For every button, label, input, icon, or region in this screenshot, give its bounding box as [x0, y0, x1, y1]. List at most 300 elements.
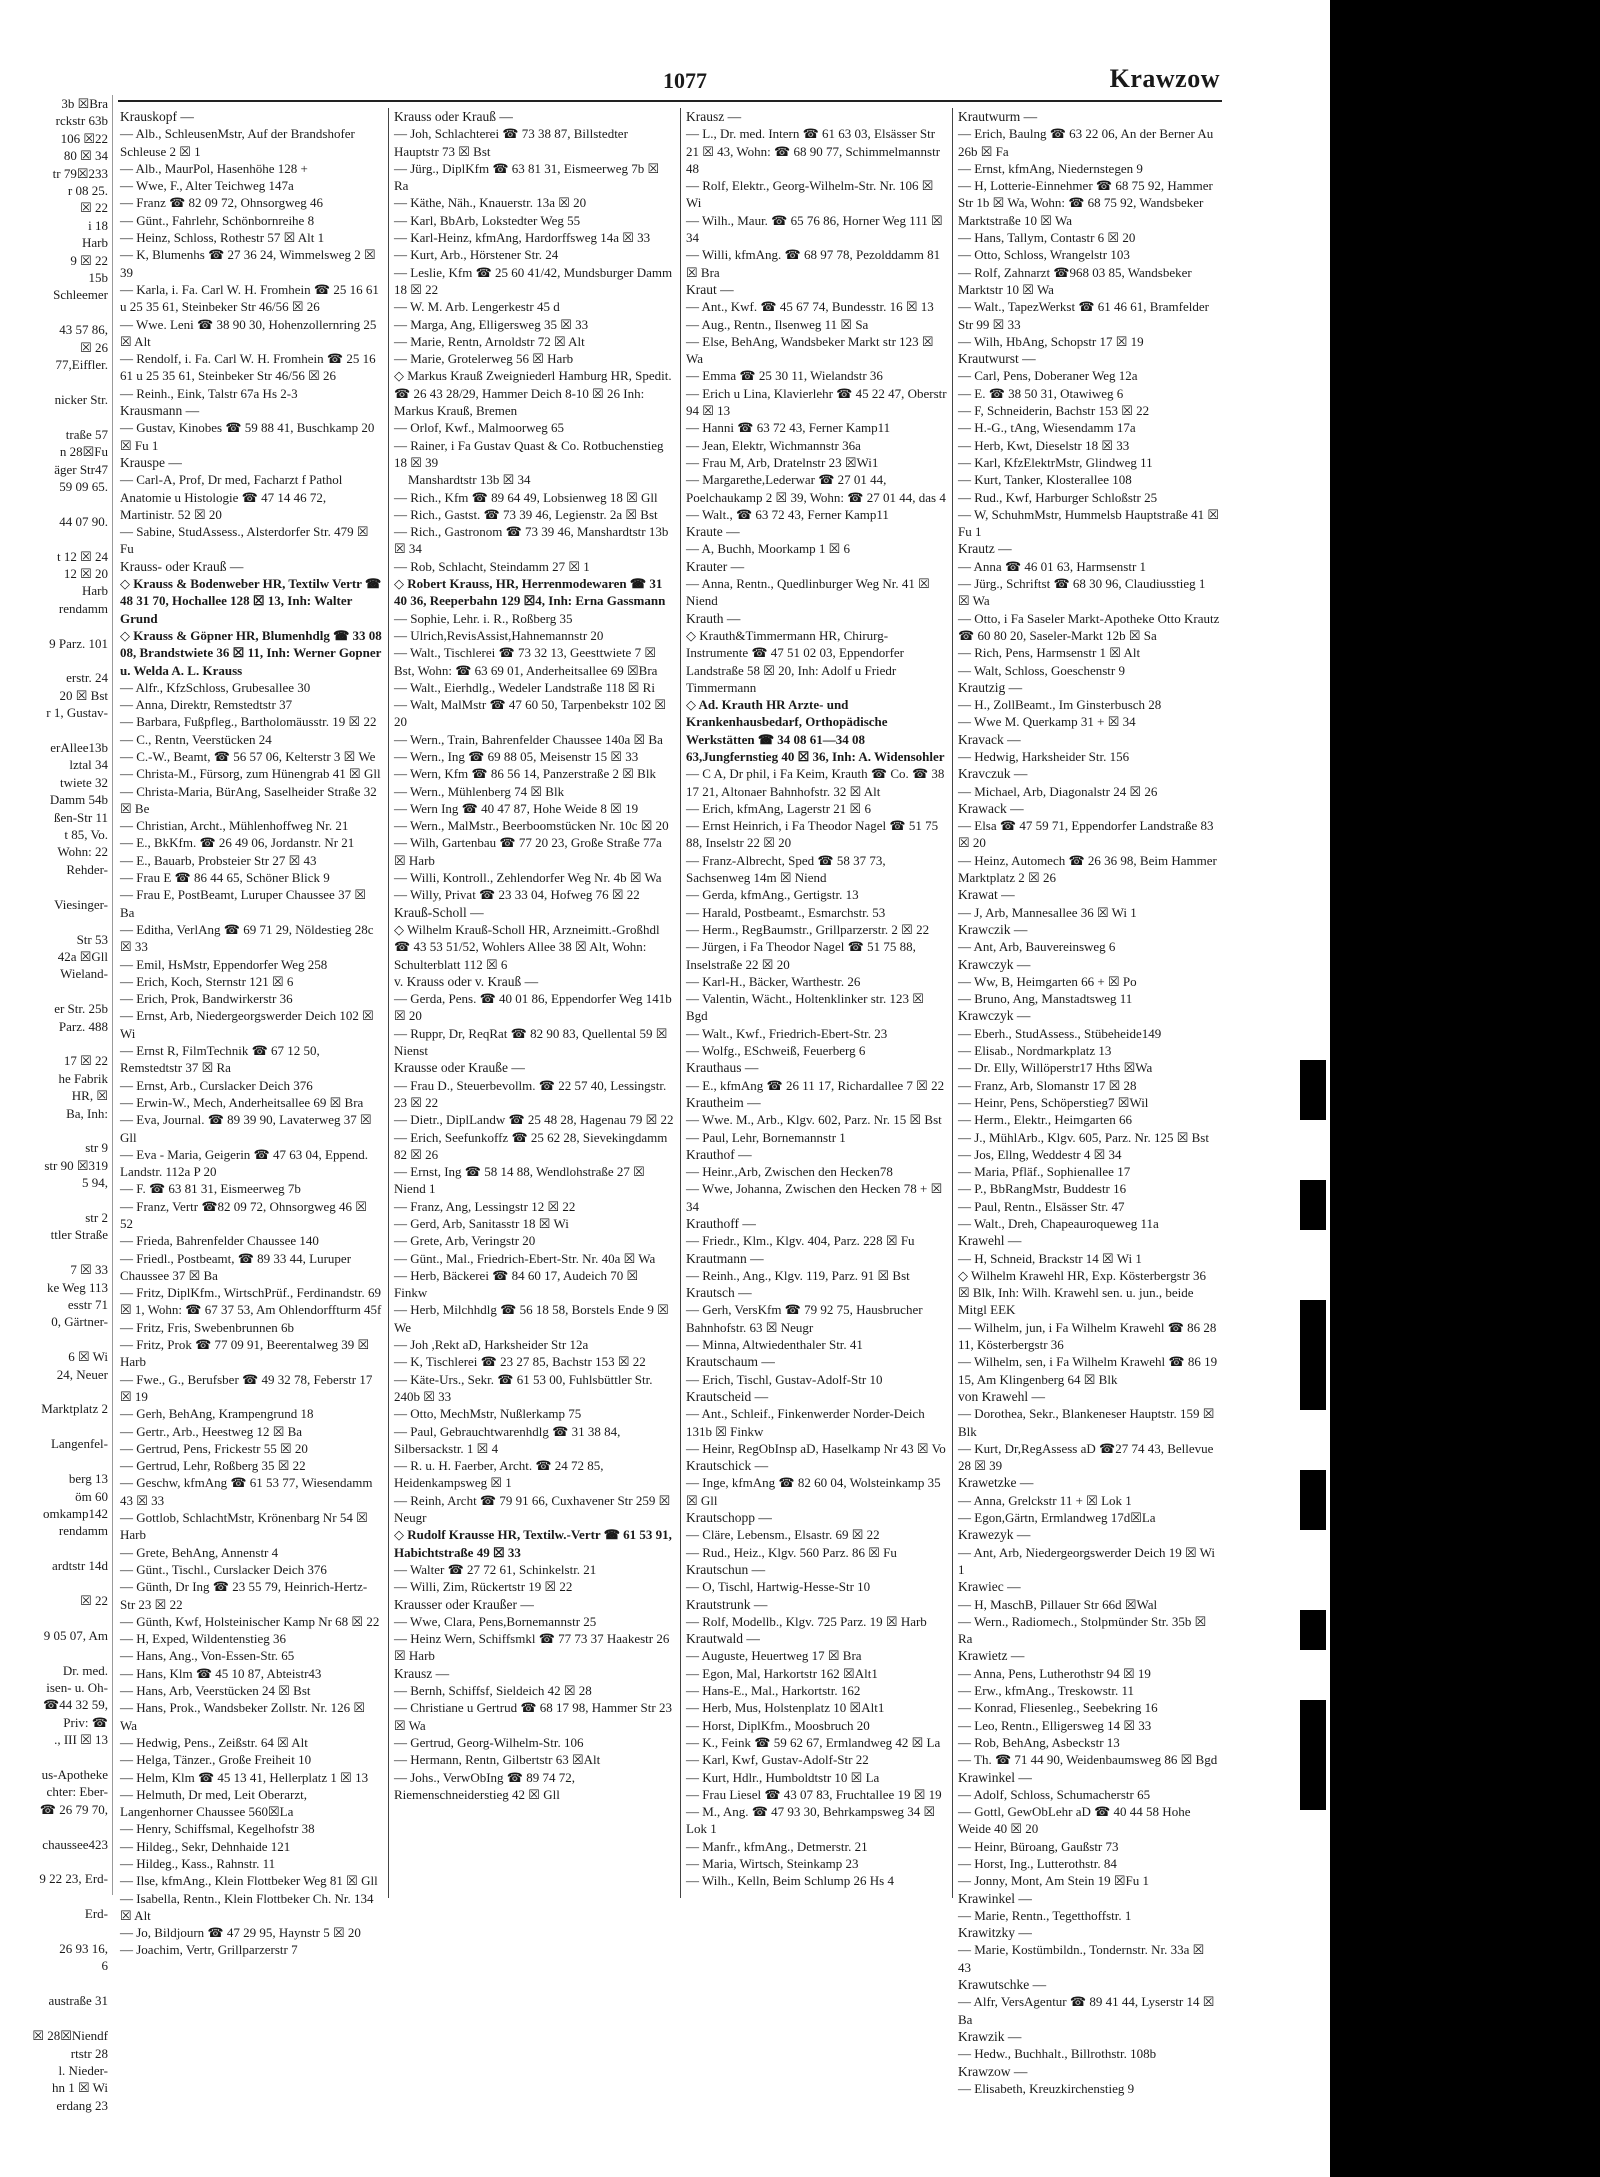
previous-page-fragment [0, 408, 112, 425]
previous-page-fragment: rckstr 63b [55, 113, 108, 129]
previous-page-fragment [0, 1644, 112, 1661]
directory-entry: — Ww, B, Heimgarten 66 + ☒ Po [958, 973, 1137, 989]
directory-entry: — Otto, i Fa Saseler Markt-Apotheke Otto Krautz ☎ 60 80 20, Saseler-Markt 12b ☒ Sa [958, 610, 1220, 643]
directory-entry: — Kurt, Dr,RegAssess aD ☎27 74 43, Bellevue 28 ☒ 39 [958, 1440, 1214, 1474]
surname-heading: Krautschun — [686, 1561, 766, 1577]
directory-entry: — Margarethe,Lederwar ☎ 27 01 44, Poelchaukamp 2 ☒ 39, Wohn: ☎ 27 01 44, das 4 [686, 472, 946, 505]
previous-page-fragment: us-Apotheke [41, 1767, 108, 1782]
previous-page-fragment: 77,Eiffler. [55, 357, 108, 373]
directory-entry: — Rud., Kwf, Harburger Schloßstr 25 [958, 489, 1158, 505]
directory-entry: — Ant., Kwf. ☎ 45 67 74, Bundesstr. 16 ☒ 13 [686, 299, 934, 315]
directory-entry: — Paul, Gebrauchtwarenhdlg ☎ 31 38 84, Silbersackstr. 1 ☒ 4 [394, 1423, 621, 1456]
directory-entry: — Marie, Rentn, Arnoldstr 72 ☒ Alt [394, 333, 585, 349]
directory-entry: — Joachim, Vertr, Grillparzerstr 7 [120, 1942, 298, 1958]
directory-entry: — Frau M, Arb, Dratelnstr 23 ☒Wi1 [686, 454, 879, 470]
directory-entry: — Hildeg., Kass., Rahnstr. 11 [120, 1855, 276, 1871]
directory-entry: — Willi, kfmAng. ☎ 68 97 78, Pezolddamm 81 ☒ Bra [686, 247, 941, 280]
previous-page-fragment [0, 1749, 112, 1766]
directory-entry: — Christa-M., Fürsorg, zum Hünengrab 41 ☒ Gll [120, 766, 381, 782]
previous-page-fragment [0, 2010, 112, 2027]
directory-entry: — Heinr.,Arb, Zwischen den Hecken78 [686, 1164, 893, 1180]
directory-entry: — Herm., RegBaumstr., Grillparzerstr. 2 ☒ 22 [686, 921, 930, 937]
directory-entry: — Joh ,Rekt aD, Harksheider Str 12a [394, 1337, 589, 1353]
directory-entry: — Jürgen, i Fa Theodor Nagel ☎ 51 75 88, Inselstraße 22 ☒ 20 [686, 939, 916, 972]
directory-entry: — Käthe, Näh., Knauerstr. 13a ☒ 20 [394, 195, 587, 211]
directory-entry: — Wwe. M., Arb., Klgv. 602, Parz. Nr. 15 ☒ Bst [686, 1112, 942, 1128]
directory-entry: — Franz ☎ 82 09 72, Ohnsorgweg 46 [120, 195, 323, 211]
surname-heading: Kravack — [958, 731, 1021, 747]
surname-heading: Krawat — [958, 887, 1015, 903]
directory-entry: — Henry, Schiffsmal, Kegelhofstr 38 [120, 1821, 315, 1837]
previous-page-fragment: ☎ 26 79 70, [39, 1801, 108, 1817]
previous-page-fragment: r 1, Gustav- [46, 705, 108, 721]
previous-page-fragment: ☒ 26 [80, 339, 108, 355]
previous-page-fragment: Marktplatz 2 [41, 1401, 108, 1417]
directory-entry: — Alfr., KfzSchloss, Grubesallee 30 [120, 679, 311, 695]
directory-entry: — Ruppr, Dr, ReqRat ☎ 82 90 83, Quellental 59 ☒ Nienst [394, 1025, 668, 1059]
directory-entry: — Rolf, Zahnarzt ☎968 03 85, Wandsbeker Marktstr 10 ☒ Wa [958, 264, 1192, 297]
previous-page-fragment [0, 1609, 112, 1626]
directory-entry: — Franz, Ang, Lessingstr 12 ☒ 22 [394, 1198, 576, 1214]
directory-entry: — Cläre, Lebensm., Elsastr. 69 ☒ 22 [686, 1527, 880, 1543]
previous-page-fragment: erstr. 24 [66, 670, 108, 686]
directory-entry: — Frieda, Bahrenfelder Chaussee 140 [120, 1233, 319, 1249]
surname-heading: Krautsch — [686, 1285, 752, 1301]
directory-entry: — Willi, Zim, Rückertstr 19 ☒ 22 [394, 1579, 573, 1595]
previous-page-fragment: 42a ☒Gll [57, 948, 108, 964]
directory-entry: — Hans, Prok., Wandsbeker Zollstr. Nr. 126 ☒ Wa [120, 1700, 366, 1733]
directory-entry: — Gerh, VersKfm ☎ 79 92 75, Hausbrucher Bahnhofstr. 63 ☒ Neugr [686, 1302, 923, 1335]
directory-entry: — E., kfmAng ☎ 26 11 17, Richardallee 7 ☒ 22 [686, 1077, 945, 1093]
previous-page-fragment [0, 1853, 112, 1870]
surname-heading: Krauth — [686, 610, 741, 626]
directory-entry: — Ernst, kfmAng, Niedernstegen 9 [958, 160, 1143, 176]
directory-entry: — J, Arb, Mannesallee 36 ☒ Wi 1 [958, 904, 1137, 920]
directory-entry: — Bruno, Ang, Manstadtsweg 11 [958, 991, 1133, 1007]
directory-entry: — Egon, Mal, Harkortstr 162 ☒Alt1 [686, 1665, 878, 1681]
directory-entry: — Gertrud, Lehr, Roßberg 35 ☒ 22 [120, 1458, 306, 1474]
previous-page-fragment [0, 1122, 112, 1139]
directory-entry: — Paul, Rentn., Elsässer Str. 47 [958, 1198, 1125, 1214]
previous-page-fragment: Erd- [84, 1906, 108, 1922]
directory-entry: — Erich, kfmAng, Lagerstr 21 ☒ 6 [686, 800, 871, 816]
directory-entry: — Wilhelm, jun, i Fa Wilhelm Krawehl ☎ 86 28 11, Kösterbergstr 36 [958, 1319, 1217, 1353]
surname-heading: Krautmann — [686, 1250, 764, 1266]
previous-page-fragment: 24, Neuer [56, 1366, 108, 1382]
directory-entry: — Dietr., DiplLandw ☎ 25 48 28, Hagenau 79 ☒ 22 [394, 1112, 674, 1128]
directory-entry: — Carl-A, Prof, Dr med, Facharzt f Pathol Anatomie u Histologie ☎ 47 14 46 72, Martinistr. 52 ☒ 20 [120, 472, 343, 522]
directory-entry: — W. M. Arb. Lengerkestr 45 d [394, 299, 560, 315]
previous-page-fragment: erAllee13b [50, 740, 108, 756]
previous-page-fragment: 9 05 07, Am [43, 1627, 108, 1643]
surname-heading: Krawack — [958, 800, 1024, 816]
directory-entry: — Sabine, StudAssess., Alsterdorfer Str. 479 ☒ Fu [120, 524, 369, 557]
directory-entry: — Ernst R, FilmTechnik ☎ 67 12 50, Remstedtstr 37 ☒ Ra [120, 1043, 320, 1076]
previous-page-fragment [0, 304, 112, 321]
directory-entry: — Adolf, Schloss, Schumacherstr 65 [958, 1786, 1151, 1802]
previous-page-fragment: Rehder- [66, 861, 108, 877]
previous-page-fragment: str 90 ☒319 [44, 1157, 108, 1173]
surname-heading: Krautwurst — [958, 351, 1036, 367]
directory-entry: — Maria, Wirtsch, Steinkamp 23 [686, 1855, 859, 1871]
directory-entry: — Karl-Heinz, kfmAng, Hardorffsweg 14a ☒ 33 [394, 230, 651, 246]
directory-entry: — Orlof, Kwf., Malmoorweg 65 [394, 420, 565, 436]
surname-heading: Krawitzky — [958, 1925, 1032, 1941]
directory-entry: — Elisabeth, Kreuzkirchenstieg 9 [958, 2080, 1135, 2096]
directory-entry: — Harald, Postbeamt., Esmarchstr. 53 [686, 904, 886, 920]
directory-entry: — Walt., Kwf., Friedrich-Ebert-Str. 23 [686, 1025, 888, 1041]
directory-entry: — Geschw, kfmAng ☎ 61 53 77, Wiesendamm 43 ☒ 33 [120, 1475, 373, 1508]
directory-entry: — Eberh., StudAssess., Stübeheide149 [958, 1025, 1162, 1041]
surname-heading: Krawczik — [958, 921, 1028, 937]
directory-entry: — Leslie, Kfm ☎ 25 60 41/42, Mundsburger Damm 18 ☒ 22 [394, 264, 673, 297]
directory-entry: — Reinh, Archt ☎ 79 91 66, Cuxhavener Str 259 ☒ Neugr [394, 1492, 671, 1526]
directory-entry: — Gerd, Arb, Sanitasstr 18 ☒ Wi [394, 1216, 569, 1231]
directory-entry: ◇ Wilhelm Krawehl HR, Exp. Kösterbergstr 36 ☒ Blk, Inh: Wilh. Krawehl sen. u. jun., beide Mitgl EEK [958, 1267, 1207, 1318]
directory-entry: — Walter ☎ 27 72 61, Schinkelstr. 21 [394, 1561, 597, 1577]
directory-entry: — Helmuth, Dr med, Leit Oberarzt, Langenhorner Chaussee 560☒La [120, 1786, 307, 1820]
surname-heading: Krautwurm — [958, 109, 1038, 124]
directory-entry: — Rob, BehAng, Asbeckstr 13 [958, 1734, 1120, 1750]
previous-page-fragment: ßen-Str 11 [53, 809, 108, 825]
directory-entry: — Walt, MalMstr ☎ 47 60 50, Tarpenbekstr 102 ☒ 20 [394, 697, 667, 730]
directory-entry: ◇ Krauss & Bodenweber HR, Textilw Vertr ☎ 48 31 70, Hochallee 128 ☒ 13, Inh: Walter Grund [120, 576, 382, 626]
directory-entry: — Herb, Kwt, Dieselstr 18 ☒ 33 [958, 437, 1130, 453]
surname-heading: Krauss oder Krauß — [394, 109, 513, 124]
directory-entry: — Wilhelm, sen, i Fa Wilhelm Krawehl ☎ 86 19 15, Am Klingenberg 64 ☒ Blk [958, 1354, 1218, 1387]
surname-heading: Krauß-Scholl — [394, 904, 484, 920]
previous-page-fragment: Wieland- [60, 966, 108, 982]
directory-entry: — Günth, Dr Ing ☎ 23 55 79, Heinrich-Hertz-Str 23 ☒ 22 [120, 1579, 368, 1612]
directory-entry: — Sophie, Lehr. i. R., Roßberg 35 [394, 610, 573, 626]
directory-entry: — Walt., Eierhdlg., Wedeler Landstraße 118 ☒ Ri [394, 679, 655, 695]
directory-entry: — Elsa ☎ 47 59 71, Eppendorfer Landstraße 83 ☒ 20 [958, 818, 1214, 851]
directory-entry: — Rich., Gastst. ☎ 73 39 46, Legienstr. 2a ☒ Bst [394, 506, 658, 522]
previous-page-fragment [0, 1331, 112, 1348]
previous-page-fragment: berg 13 [68, 1471, 108, 1487]
previous-page-fragment: 12 ☒ 20 [63, 565, 108, 581]
surname-heading: Krauthof — [686, 1146, 752, 1162]
previous-page-fragment: 6 ☒ Wi [68, 1349, 108, 1365]
directory-entry: — Rolf, Modellb., Klgv. 725 Parz. 19 ☒ Harb [686, 1613, 927, 1629]
previous-page-fragment: 3b ☒Bra [61, 96, 108, 111]
surname-heading: Krawczyk — [958, 956, 1031, 972]
previous-page-fragment [0, 1923, 112, 1940]
surname-heading: Krauss- oder Krauß — [120, 558, 244, 574]
directory-entry: — Walt, Schloss, Goeschenstr 9 [958, 662, 1125, 678]
previous-page-fragment: chaussee423 [42, 1836, 108, 1852]
surname-heading: Krawiec — [958, 1579, 1021, 1595]
directory-entry: — Wwe M. Querkamp 31 + ☒ 34 [958, 714, 1136, 730]
directory-entry: — Editha, VerlAng ☎ 69 71 29, Nöldestieg 28c ☒ 33 [120, 921, 374, 955]
directory-entry: — Jürg., Schriftst ☎ 68 30 96, Claudiusstieg 1 ☒ Wa [958, 576, 1206, 609]
surname-heading: Krawehl — [958, 1233, 1022, 1249]
directory-entry: — Dorothea, Sekr., Blankeneser Hauptstr. 159 ☒ Blk [958, 1406, 1215, 1439]
directory-entry: Manshardtstr 13b ☒ 34 [408, 472, 531, 488]
directory-entry: — Gottlob, SchlachtMstr, Krönenbarg Nr 54 ☒ Harb [120, 1510, 368, 1543]
directory-entry: — K, Blumenhs ☎ 27 36 24, Wimmelsweg 2 ☒ 39 [120, 247, 376, 280]
directory-entry: — Wern Ing ☎ 40 47 87, Hohe Weide 8 ☒ 19 [394, 800, 639, 816]
directory-entry: — Joh, Schlachterei ☎ 73 38 87, Billstedter Hauptstr 73 ☒ Bst [394, 126, 628, 159]
directory-entry: ◇ Markus Krauß Zweigniederl Hamburg HR, Spedit. ☎ 26 43 28/29, Hammer Deich 8-10 ☒ 26 Inh: Markus Krauß, Bremen [394, 368, 672, 419]
previous-page-fragment: ☒ 22 [80, 1592, 108, 1608]
directory-entry: — Fritz, DiplKfm., WirtschPrüf., Ferdinandstr. 69 ☒ 1, Wohn: ☎ 67 37 53, Am Ohlendorffturm 45f [120, 1285, 382, 1318]
previous-page-fragment: Dr. med. [62, 1662, 108, 1678]
directory-entry: — Marie, Rentn., Tegetthoffstr. 1 [958, 1907, 1132, 1923]
directory-entry: — Erich, Tischl, Gustav-Adolf-Str 10 [686, 1371, 883, 1387]
directory-entry: — Gustav, Kinobes ☎ 59 88 41, Buschkamp 20 ☒ Fu 1 [120, 420, 375, 453]
surname-heading: Krautschick — [686, 1458, 769, 1474]
surname-heading: Krautscheid — [686, 1388, 769, 1404]
directory-entry: ◇ Wilhelm Krauß-Scholl HR, Arzneimitt.-Großhdl ☎ 43 53 51/52, Wohlers Allee 38 ☒ Alt, Wohn: Schulterblatt 112 ☒ 6 [394, 921, 660, 972]
surname-heading: Krausmann — [120, 403, 200, 419]
directory-entry: — F. ☎ 63 81 31, Eismeerweg 7b [120, 1181, 301, 1197]
previous-page-fragment [0, 1192, 112, 1209]
directory-entry: — Wern., Ing ☎ 69 88 05, Meisenstr 15 ☒ 33 [394, 748, 639, 764]
previous-page-fragment: austraße 31 [48, 1993, 108, 2009]
directory-entry: — C A, Dr phil, i Fa Keim, Krauth ☎ Co. ☎ 38 17 21, Altonaer Bahnhofstr. 32 ☒ Alt [686, 766, 945, 799]
previous-page-fragment: 9 ☒ 22 [70, 252, 108, 268]
surname-heading: v. Krauss oder v. Krauß — [394, 973, 539, 989]
previous-page-fragment: ardtstr 14d [52, 1558, 108, 1574]
previous-page-fragment: twiete 32 [59, 774, 108, 790]
surname-heading: Krautzig — [958, 679, 1023, 695]
directory-entry: — Rich, Pens, Harmsenstr 1 ☒ Alt [958, 645, 1141, 661]
surname-heading: Krauter — [686, 558, 745, 574]
previous-page-fragment [0, 652, 112, 669]
directory-entry: — Erw., kfmAng., Treskowstr. 11 [958, 1683, 1134, 1699]
directory-entry: — Reinh., Eink, Talstr 67a Hs 2-3 [120, 385, 298, 401]
directory-entry: — R. u. H. Faerber, Archt. ☎ 24 72 85, Heidenkampsweg ☒ 1 [394, 1458, 604, 1491]
directory-entry: ◇ Robert Krauss, HR, Herrenmodewaren ☎ 31 40 36, Reeperbahn 129 ☒4, Inh: Erna Gassmann [394, 576, 666, 609]
directory-entry: — Gottl, GewObLehr aD ☎ 40 44 58 Hohe Weide 40 ☒ 20 [958, 1804, 1191, 1837]
directory-entry: ◇ Krauth&Timmermann HR, Chirurg-Instrumente ☎ 47 51 02 03, Eppendorfer Landstraße 58 ☒ 20, Inh: Adolf u Friedr Timmermann [686, 627, 905, 695]
directory-entry: — Rob, Schlacht, Steindamm 27 ☒ 1 [394, 558, 590, 574]
directory-entry: — Kurt, Hdlr., Humboldtstr 10 ☒ La [686, 1769, 880, 1785]
directory-entry: — E. ☎ 38 50 31, Otawiweg 6 [958, 385, 1124, 401]
directory-entry: ◇ Krauss & Göpner HR, Blumenhdlg ☎ 33 08 08, Brandstwiete 36 ☒ 11, Inh: Werner Gopner u. Welda A. L. Krauss [120, 627, 382, 678]
previous-page-fragment: 26 93 16, [59, 1941, 108, 1957]
directory-entry: — F, Schneiderin, Bachstr 153 ☒ 22 [958, 403, 1150, 419]
directory-entry: — Erich, Baulng ☎ 63 22 06, An der Berner Au 26b ☒ Fa [958, 126, 1214, 159]
previous-page-fragment [0, 1540, 112, 1557]
previous-page-fragment: r 08 25. [67, 183, 108, 199]
directory-entry: — Wern, Kfm ☎ 86 56 14, Panzerstraße 2 ☒ Blk [394, 766, 656, 782]
directory-entry: — Hedwig, Pens., Zeißstr. 64 ☒ Alt [120, 1734, 308, 1750]
directory-entry: — Rolf, Elektr., Georg-Wilhelm-Str. Nr. 106 ☒ Wi [686, 178, 934, 211]
directory-entry: — Frau D., Steuerbevollm. ☎ 22 57 40, Lessingstr. 23 ☒ 22 [394, 1077, 667, 1110]
directory-entry: — Wilh, Gartenbau ☎ 77 20 23, Große Straße 77a ☒ Harb [394, 835, 662, 868]
directory-entry: — Erich u Lina, Klavierlehr ☎ 45 22 47, Oberstr 94 ☒ 13 [686, 385, 947, 419]
directory-column-2 [394, 108, 674, 1908]
directory-entry: — Herm., Elektr., Heimgarten 66 [958, 1112, 1133, 1128]
directory-entry: — Elisab., Nordmarkplatz 13 [958, 1043, 1112, 1059]
directory-entry: — L., Dr. med. Intern ☎ 61 63 03, Elsässer Str 21 ☒ 43, Wohn: ☎ 68 90 77, Schimmelmannstr 48 [686, 126, 941, 176]
directory-entry: — Wern., MalMstr., Beerboomstücken Nr. 10c ☒ 20 [394, 818, 669, 834]
directory-entry: — C.-W., Beamt, ☎ 56 57 06, Kelterstr 3 ☒ We [120, 748, 376, 764]
directory-entry: — Marga, Ang, Elligersweg 35 ☒ 33 [394, 316, 589, 332]
previous-page-fragment [0, 878, 112, 895]
previous-page-fragment [0, 530, 112, 547]
directory-entry: — Hedw., Buchhalt., Billrothstr. 108b [958, 2046, 1157, 2062]
previous-page-fragment: nicker Str. [54, 391, 108, 407]
previous-page-fragment: 59 09 65. [59, 478, 108, 494]
directory-entry: — Horst, Ing., Lutterothstr. 84 [958, 1855, 1117, 1871]
previous-page-fragment: traße 57 [65, 426, 108, 442]
directory-entry: — P., BbRangMstr, Buddestr 16 [958, 1181, 1127, 1197]
directory-entry: — Wilh., Maur. ☎ 65 76 86, Horner Weg 111 ☒ 34 [686, 212, 943, 246]
previous-page-fragment: 80 ☒ 34 [63, 148, 108, 164]
directory-entry: — Friedr., Klm., Klgv. 404, Parz. 228 ☒ Fu [686, 1233, 915, 1249]
previous-page-fragment: lztal 34 [69, 757, 108, 773]
directory-entry: — O, Tischl, Hartwig-Hesse-Str 10 [686, 1579, 871, 1595]
directory-entry: ◇ Ad. Krauth HR Arzte- und Krankenhausbedarf, Orthopädische Werkstätten ☎ 34 08 61—34 08 63,Jungfernstieg 40 ☒ 36, Inh: A. Widensohler [686, 697, 945, 764]
directory-entry: — Michael, Arb, Diagonalstr 24 ☒ 26 [958, 783, 1158, 799]
previous-page-fragment [0, 1575, 112, 1592]
previous-page-fragment: rendamm [58, 1523, 108, 1539]
directory-entry: — Wern., Train, Bahrenfelder Chaussee 140a ☒ Ba [394, 731, 663, 747]
directory-entry: — C., Rentn, Veerstücken 24 [120, 731, 272, 747]
directory-entry: — Kurt, Tanker, Klosterallee 108 [958, 472, 1132, 488]
previous-page-fragment: t 12 ☒ 24 [56, 548, 108, 564]
directory-entry: — Jürg., DiplKfm ☎ 63 81 31, Eismeerweg 7b ☒ Ra [394, 160, 660, 194]
surname-heading: Krawutschke — [958, 1977, 1047, 1993]
directory-entry: — Fritz, Prok ☎ 77 09 91, Beerentalweg 39 ☒ Harb [120, 1337, 370, 1370]
directory-entry: — Wern., Radiomech., Stolpmünder Str. 35b ☒ Ra [958, 1613, 1207, 1647]
surname-heading: Krausse oder Krauße — [394, 1060, 525, 1076]
directory-entry: — Herb, Milchhdlg ☎ 56 18 58, Borstels Ende 9 ☒ We [394, 1302, 669, 1335]
directory-entry: — Herb, Mus, Holstenplatz 10 ☒Alt1 [686, 1700, 885, 1716]
previous-page-fragment: äger Str47 [54, 461, 108, 477]
previous-page-fragment: 43 57 86, [59, 322, 108, 338]
previous-page-fragment: ☒ 28☒Niendf [32, 2028, 108, 2044]
directory-entry: — Rainer, i Fa Gustav Quast & Co. Rotbuchenstieg 18 ☒ 39 [394, 437, 664, 470]
directory-entry: — Walt., Dreh, Chapeauroqueweg 11a [958, 1216, 1159, 1231]
previous-page-fragment: t 85, Vo. [64, 827, 108, 843]
directory-entry: — Bernh, Schiffsf, Sieldeich 42 ☒ 28 [394, 1683, 592, 1699]
directory-entry: — Franz-Albrecht, Sped ☎ 58 37 73, Sachsenweg 14m ☒ Niend [686, 852, 886, 886]
directory-entry: — Fritz, Fris, Swebenbrunnen 6b [120, 1319, 295, 1335]
directory-entry: — H, Schneid, Brackstr 14 ☒ Wi 1 [958, 1250, 1142, 1266]
directory-entry: — Helm, Klm ☎ 45 13 41, Hellerplatz 1 ☒ 13 [120, 1769, 369, 1785]
directory-entry: — Anna, Direktr, Remstedtstr 37 [120, 697, 293, 713]
directory-entry: — Helga, Tänzer., Große Freiheit 10 [120, 1752, 312, 1768]
directory-entry: — Gerh, BehAng, Krampengrund 18 [120, 1406, 314, 1422]
directory-entry: — Hans, Klm ☎ 45 10 87, Abteistr43 [120, 1665, 322, 1681]
previous-page-fragment: ., III ☒ 13 [54, 1732, 108, 1748]
directory-entry: — Else, BehAng, Wandsbeker Markt str 123 ☒ Wa [686, 333, 934, 367]
directory-entry: — Frau E ☎ 86 44 65, Schöner Blick 9 [120, 870, 330, 886]
directory-entry: — Hans-E., Mal., Harkortstr. 162 [686, 1683, 861, 1699]
directory-entry: — Wwe, Johanna, Zwischen den Hecken 78 + ☒ 34 [686, 1181, 943, 1214]
surname-heading: Krawzik — [958, 2028, 1022, 2044]
directory-entry: — Heinr, Büroang, Gaußstr 73 [958, 1838, 1119, 1854]
directory-entry: ◇ Rudolf Krausse HR, Textilw.-Vertr ☎ 61 53 91, Habichtstraße 49 ☒ 33 [394, 1527, 672, 1560]
directory-entry: — Christa-Maria, BürAng, Saselheider Straße 32 ☒ Be [120, 783, 377, 816]
previous-page-fragment: 9 22 23, Erd- [39, 1871, 108, 1887]
directory-entry: — Ernst, Arb., Curslacker Deich 376 [120, 1077, 313, 1093]
previous-page-fragment: Schleemer [53, 287, 108, 303]
directory-entry: — Minna, Altwiedenthaler Str. 41 [686, 1337, 863, 1353]
directory-entry: — Grete, BehAng, Annenstr 4 [120, 1544, 279, 1560]
directory-entry: — K, Tischlerei ☎ 23 27 85, Bachstr 153 ☒ 22 [394, 1354, 646, 1370]
previous-page-fragment: er Str. 25b [54, 1001, 108, 1017]
previous-page-fragment: 106 ☒22 [60, 130, 108, 146]
directory-entry: — Walt., TapezWerkst ☎ 61 46 61, Bramfelder Str 99 ☒ 33 [958, 299, 1209, 332]
surname-heading: von Krawehl — [958, 1388, 1045, 1404]
previous-page-fragment: Wohn: 22 [57, 844, 108, 860]
surname-heading: Krausser oder Kraußer — [394, 1596, 534, 1612]
previous-page-fragment: 6 [101, 1958, 108, 1974]
directory-entry: — W, SchuhmMstr, Hummelsb Hauptstraße 41 ☒ Fu 1 [958, 506, 1220, 540]
surname-heading: Krausz — [686, 109, 742, 124]
previous-page-fragment: hn 1 ☒ Wi [51, 2080, 108, 2096]
directory-entry: — Alb., SchleusenMstr, Auf der Brandshofer Schleuse 2 ☒ 1 [120, 126, 355, 159]
previous-page-fragment [0, 913, 112, 930]
directory-entry: — Heinz Wern, Schiffsmkl ☎ 77 73 37 Haakestr 26 ☒ Harb [394, 1631, 670, 1664]
running-head: Krawzow [1109, 64, 1220, 93]
directory-entry: — Konrad, Fliesenleg., Seebekring 16 [958, 1700, 1158, 1716]
directory-entry: — Hans, Ang., Von-Essen-Str. 65 [120, 1648, 295, 1664]
directory-entry: — Aug., Rentn., Ilsenweg 11 ☒ Sa [686, 316, 869, 332]
directory-entry: — Wilh, HbAng, Schopstr 17 ☒ 19 [958, 333, 1144, 349]
surname-heading: Krauskopf — [120, 109, 194, 124]
directory-entry: — Anna ☎ 46 01 63, Harmsenstr 1 [958, 558, 1147, 574]
directory-entry: — Friedl., Postbeamt, ☎ 89 33 44, Luruper Chaussee 37 ☒ Ba [120, 1250, 352, 1283]
directory-entry: — Gerda, Pens. ☎ 40 01 86, Eppendorfer Weg 141b ☒ 20 [394, 991, 672, 1024]
previous-page-fragment: chter: Eber- [46, 1784, 108, 1800]
directory-entry: — K., Feink ☎ 59 62 67, Ermlandweg 42 ☒ La [686, 1734, 941, 1750]
directory-entry: — Christian, Archt., Mühlenhoffweg Nr. 21 [120, 818, 349, 834]
directory-entry: — J., MühlArb., Klgv. 605, Parz. Nr. 125 ☒ Bst [958, 1129, 1209, 1145]
previous-page-fragment: ☎44 32 59, [43, 1697, 108, 1713]
directory-entry: — Eva, Journal. ☎ 89 39 90, Lavaterweg 37 ☒ Gll [120, 1112, 372, 1145]
directory-entry: — Wwe, F., Alter Teichweg 147a [120, 178, 294, 194]
page-number: 1077 [663, 68, 707, 93]
directory-entry: — Karla, i. Fa. Carl W. H. Fromhein ☎ 25 16 61 u 25 35 61, Steinbeker Str 46/56 ☒ 26 [120, 281, 379, 315]
previous-page-fragment: 5 94, [82, 1175, 108, 1191]
previous-page-fragment [0, 1453, 112, 1470]
previous-page-fragment: Harb [82, 235, 108, 251]
previous-page-fragment: ttler Straße [50, 1227, 108, 1243]
directory-entry: — Erich, Prok, Bandwirkerstr 36 [120, 991, 293, 1007]
previous-page-fragment: Str 53 [76, 931, 108, 947]
directory-entry: — Leo, Rentn., Elligersweg 14 ☒ 33 [958, 1717, 1152, 1733]
directory-entry: — Anna, Grelckstr 11 + ☒ Lok 1 [958, 1492, 1132, 1508]
directory-entry: — Anna, Rentn., Quedlinburger Weg Nr. 41 ☒ Niend [686, 576, 930, 609]
previous-page-fragment: 17 ☒ 22 [63, 1053, 108, 1069]
directory-entry: — Marie, Grotelerweg 56 ☒ Harb [394, 351, 574, 367]
directory-entry: — Hedwig, Harksheider Str. 156 [958, 748, 1130, 764]
directory-entry: — Erwin-W., Mech, Anderheitsallee 69 ☒ Bra [120, 1094, 364, 1110]
directory-column-1 [120, 108, 382, 1958]
directory-entry: — Käte-Urs., Sekr. ☎ 61 53 00, Fuhlsbüttler Str. 240b ☒ 33 [394, 1371, 653, 1404]
directory-entry: — Carl, Pens, Doberaner Weg 12a [958, 368, 1138, 384]
directory-entry: — Horst, DiplKfm., Moosbruch 20 [686, 1717, 870, 1733]
previous-page-fragment [0, 617, 112, 634]
directory-entry: — Gertrud, Pens, Frickestr 55 ☒ 20 [120, 1440, 308, 1456]
column-divider [952, 108, 953, 1898]
directory-entry: — Anna, Pens, Lutherothstr 94 ☒ 19 [958, 1665, 1151, 1681]
directory-entry: — Kurt, Arb., Hörstener Str. 24 [394, 247, 559, 263]
directory-entry: — Wolfg., ESchweiß, Feuerberg 6 [686, 1043, 866, 1059]
directory-entry: — Emil, HsMstr, Eppendorfer Weg 258 [120, 956, 328, 972]
directory-entry: — Walt., Tischlerei ☎ 73 32 13, Geesttwiete 7 ☒ Bst, Wohn: ☎ 63 69 01, Anderheitsallee 69 ☒Bra [394, 645, 658, 678]
previous-page-fragment [0, 495, 112, 512]
directory-entry: — Gerda, kfmAng., Gertigstr. 13 [686, 887, 859, 903]
directory-entry: — Heinz, Automech ☎ 26 36 98, Beim Hammer Marktplatz 2 ☒ 26 [958, 852, 1217, 886]
surname-heading: Krauthoff — [686, 1216, 756, 1231]
